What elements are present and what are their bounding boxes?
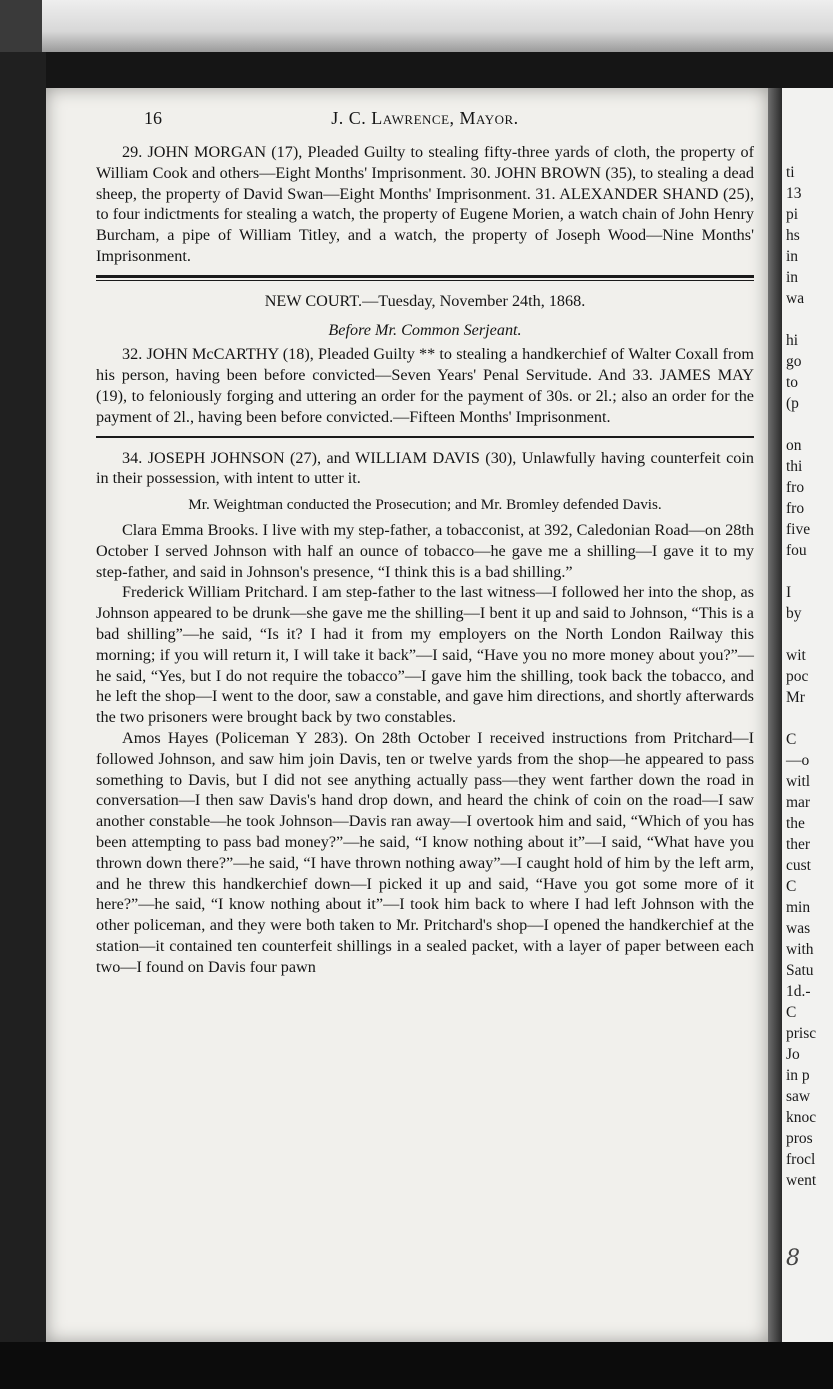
testimony-frederick-william-pritchard: Frederick William Pritchard. I am step-father to the last witness—I followed her into the shop, as Johnson appeared to be drunk—she gave me the shilling—I bent it up and said to Johnson, “This is a bad shilling”—he said, “Is it? I had it from my employers on the North London Railway this morning; if you will return it, I will take it back”—I said, “Have you no more money about you?”—he said, “Yes, but I do not require the tobacco”—I gave him the shilling, took back the tobacco, and he left the shop—I went to the door, saw a constable, and gave him directions, and shortly afterwards the two prisoners were brought back by two constables.	[96, 583, 754, 727]
adjacent-line: hs	[786, 227, 800, 244]
testimony-amos-hayes: Amos Hayes (Policeman Y 283). On 28th October I received instructions from Pritchard—I followed Johnson, and saw him join Davis, ten or twelve yards from the shop—he appeared to pass something to Davis, but I did not see anything actually pass—they went farther down the road in conversation—I then saw Davis's hand drop down, and heard the chink of coin on the road—I saw another constable—he took Johnson—Davis ran away—I overtook him and said, “Which of you has been attempting to pass bad money?”—he said, “I know nothing about it”—I said, “What have you thrown down there?”—he said, “I have thrown nothing away”—I caught hold of him by the left arm, and he threw this handkerchief down—I picked it up and said, “Have you got some more of it here?”—he said, “I know nothing about it”—I took him back to where I had left Johnson with the other policeman, and they were both taken to Mr. Pritchard's shop—I opened the handkerchief at the station—it contained ten counterfeit shillings in a sealed packet, with a layer of paper between each two—I found on Davis four pawn	[96, 728, 754, 976]
adjacent-line: witl	[786, 773, 811, 790]
adjacent-line: C	[786, 878, 797, 895]
testimony-clara-emma-brooks: Clara Emma Brooks. I live with my step-father, a tobacconist, at 392, Caledonian Road—on 28th October I served Johnson with half an ounce of tobacco—he gave me a shilling—I gave it to my step-father, and said in Johnson's presence, “I think this is a bad shilling.”	[96, 520, 754, 581]
adjacent-line: hi	[786, 332, 799, 349]
adjacent-line: C	[786, 731, 797, 748]
adjacent-line: poc	[786, 668, 809, 685]
adjacent-line: Jo	[786, 1046, 800, 1063]
court-heading: NEW COURT.—Tuesday, November 24th, 1868.	[264, 291, 586, 310]
adjacent-line: on	[786, 437, 802, 454]
adjacent-line: in	[786, 269, 799, 286]
adjacent-line: fro	[786, 479, 805, 496]
adjacent-line: frocl	[786, 1151, 816, 1168]
adjacent-line: mar	[786, 794, 811, 811]
adjacent-line: thi	[786, 458, 803, 475]
adjacent-line: cust	[786, 857, 811, 874]
adjacent-line: pros	[786, 1130, 813, 1147]
adjacent-line: saw	[786, 1088, 811, 1105]
adjacent-line: —o	[786, 752, 810, 769]
page-content	[96, 108, 754, 977]
adjacent-line: five	[786, 521, 811, 538]
adjacent-line: fro	[786, 500, 805, 517]
adjacent-line: Satu	[786, 962, 814, 979]
running-title: J. C. Lawrence, Mayor.	[331, 108, 519, 128]
paragraph-cases-29-31: 29. JOHN MORGAN (17), Pleaded Guilty to stealing fifty-three yards of cloth, the property of William Cook and others—Eight Months' Imprisonment. 30. JOHN BROWN (35), to stealing a dead sheep, the property of David Swan—Eight Months' Imprisonment. 31. ALEXANDER SHAND (25), to four indictments for stealing a watch, the property of Eugene Morien, a watch chain of John Henry Burcham, a pipe of William Titley, and a watch, the property of Joseph Wood—Nine Months' Imprisonment.	[96, 143, 754, 265]
adjacent-page-marginal-number: 8	[786, 1246, 800, 1271]
scan-top-strip	[0, 0, 833, 52]
adjacent-line: Mr	[786, 689, 805, 706]
adjacent-page-lines	[782, 88, 833, 1193]
paragraph-case-34: 34. JOSEPH JOHNSON (27), and WILLIAM DAVIS (30), Unlawfully having counterfeit coin in their possession, with intent to utter it.	[96, 448, 754, 488]
adjacent-line: in	[786, 248, 799, 265]
adjacent-line: the	[786, 815, 805, 832]
adjacent-line: C	[786, 1004, 797, 1021]
adjacent-line: ti	[786, 164, 795, 181]
page-number: 16	[144, 108, 162, 128]
adjacent-line: min	[786, 899, 811, 916]
scan-left-edge	[0, 52, 46, 1342]
adjacent-line	[782, 416, 833, 437]
adjacent-page-fragment	[782, 88, 833, 1342]
single-rule-divider	[96, 436, 754, 438]
adjacent-line: prisc	[786, 1025, 817, 1042]
scan-bottom-strip	[0, 1342, 833, 1389]
adjacent-line: wit	[786, 647, 806, 664]
book-spine	[768, 88, 782, 1342]
double-rule-divider	[96, 275, 754, 281]
adjacent-line: knoc	[786, 1109, 817, 1126]
adjacent-line: in p	[786, 1067, 810, 1084]
adjacent-line: to	[786, 374, 799, 391]
adjacent-line: fou	[786, 542, 807, 559]
adjacent-line	[782, 710, 833, 731]
adjacent-line: pi	[786, 206, 799, 223]
adjacent-line: 13	[786, 185, 802, 202]
judge-line: Before Mr. Common Serjeant.	[328, 320, 522, 339]
adjacent-line: I	[786, 584, 792, 601]
adjacent-line: (p	[786, 395, 799, 412]
adjacent-line: with	[786, 941, 814, 958]
running-header	[96, 108, 754, 142]
adjacent-line	[782, 311, 833, 332]
adjacent-line: was	[786, 920, 811, 937]
paragraph-cases-32-33: 32. JOHN McCARTHY (18), Pleaded Guilty ** to stealing a handkerchief of Walter Coxall from his person, having been before convicted—Seven Years' Penal Servitude. And 33. JAMES MAY (19), to feloniously forging and uttering an order for the payment of 30s. or 2l.; also an order for the payment of 2l., having been before convicted.—Fifteen Months' Imprisonment.	[96, 345, 754, 426]
adjacent-line: go	[786, 353, 802, 370]
adjacent-line: by	[786, 605, 802, 622]
adjacent-line: wa	[786, 290, 805, 307]
adjacent-line	[782, 626, 833, 647]
adjacent-line: went	[786, 1172, 817, 1189]
adjacent-line: 1d.-	[786, 983, 811, 1000]
adjacent-line	[782, 563, 833, 584]
adjacent-line: ther	[786, 836, 811, 853]
counsel-line: Mr. Weightman conducted the Prosecution; and Mr. Bromley defended Davis.	[188, 496, 662, 514]
